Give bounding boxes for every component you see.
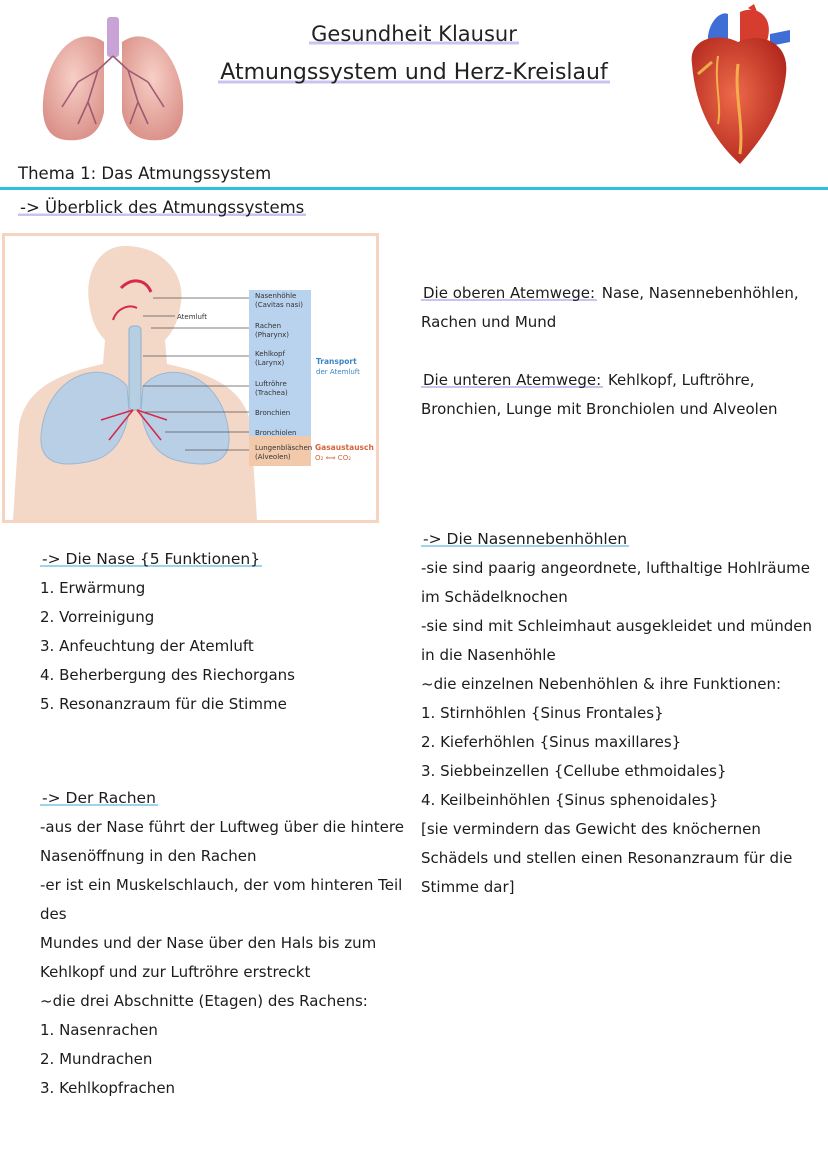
text-line: Kehlkopf und zur Luftröhre erstreckt xyxy=(40,963,311,981)
figure-sublabel: (Trachea) xyxy=(255,389,288,397)
divider-line xyxy=(0,187,828,190)
list-item: 2. Mundrachen xyxy=(40,1050,153,1068)
air-label: Atemluft xyxy=(177,313,208,321)
gas-exchange-label: Gasaustausch xyxy=(315,443,374,452)
text-line: -aus der Nase führt der Luftweg über die hintere xyxy=(40,818,404,836)
figure-sublabel: (Alveolen) xyxy=(255,453,291,461)
upper-airways-cont: Rachen und Mund xyxy=(421,313,557,331)
text-line: -sie sind paarig angeordnete, lufthaltige Hohlräume xyxy=(421,559,810,577)
text-line: [sie vermindern das Gewicht des knöchernen xyxy=(421,820,761,838)
text-line: in die Nasenhöhle xyxy=(421,646,556,664)
respiratory-diagram-svg xyxy=(5,236,376,520)
figure-label: Bronchiolen xyxy=(255,429,297,437)
list-item: 4. Beherbergung des Riechorgans xyxy=(40,666,295,684)
list-item: 1. Erwärmung xyxy=(40,579,146,597)
text-line: Stimme dar] xyxy=(421,878,515,896)
figure-label: Bronchien xyxy=(255,409,291,417)
text-line: im Schädelknochen xyxy=(421,588,568,606)
gas-exchange-sublabel: O₂ ⟺ CO₂ xyxy=(315,454,352,462)
nose-heading: -> Die Nase {5 Funktionen} xyxy=(42,550,261,568)
sinuses-heading: -> Die Nasennebenhöhlen xyxy=(423,530,628,548)
page-title: Gesundheit Klausur xyxy=(311,22,517,46)
list-item: 5. Resonanzraum für die Stimme xyxy=(40,695,287,713)
text-line: Schädels und stellen einen Resonanzraum für die xyxy=(421,849,793,867)
figure-label: Lungenbläschen xyxy=(255,444,313,452)
figure-label: Luftröhre xyxy=(255,380,287,388)
lower-airways: Die unteren Atemwege: Kehlkopf, Luftröhre, xyxy=(423,371,755,389)
list-item: 3. Anfeuchtung der Atemluft xyxy=(40,637,254,655)
text-line: 3. Siebbeinzellen {Cellube ethmoidales} xyxy=(421,762,727,780)
spacer xyxy=(421,337,821,366)
figure-label: Kehlkopf xyxy=(255,350,285,358)
text-line: ~die drei Abschnitte (Etagen) des Rachens: xyxy=(40,992,368,1010)
pharynx-heading: -> Der Rachen xyxy=(42,789,156,807)
text-line: 4. Keilbeinhöhlen {Sinus sphenoidales} xyxy=(421,791,719,809)
figure-label: Rachen xyxy=(255,322,282,330)
text-line: -er ist ein Muskelschlauch, der vom hinteren Teil des xyxy=(40,876,403,923)
transport-sublabel: der Atemluft xyxy=(316,368,360,376)
upper-airways: Die oberen Atemwege: Nase, Nasennebenhöhlen, xyxy=(423,284,799,302)
list-item: 2. Vorreinigung xyxy=(40,608,155,626)
sinuses-section xyxy=(421,525,821,902)
text-line: Nasenöffnung in den Rachen xyxy=(40,847,257,865)
transport-label: Transport xyxy=(316,357,357,366)
nose-section xyxy=(40,545,400,719)
text-line: 2. Kieferhöhlen {Sinus maxillares} xyxy=(421,733,682,751)
pharynx-section xyxy=(40,784,412,1103)
text-line: Mundes und der Nase über den Hals bis zum xyxy=(40,934,377,952)
figure-sublabel: (Cavitas nasi) xyxy=(255,301,303,309)
airways-section xyxy=(421,279,821,424)
topic-heading: Thema 1: Das Atmungssystem xyxy=(18,164,272,183)
list-item: 3. Kehlkopfrachen xyxy=(40,1079,176,1097)
text-line: -sie sind mit Schleimhaut ausgekleidet und münden xyxy=(421,617,813,635)
lower-airways-cont: Bronchien, Lunge mit Bronchiolen und Alveolen xyxy=(421,400,778,418)
figure-label: Nasenhöhle xyxy=(255,292,297,300)
list-item: 1. Nasenrachen xyxy=(40,1021,158,1039)
text-line: ~die einzelnen Nebenhöhlen & ihre Funktionen: xyxy=(421,675,782,693)
text-line: 1. Stirnhöhlen {Sinus Frontales} xyxy=(421,704,664,722)
overview-heading: -> Überblick des Atmungssystems xyxy=(20,198,305,217)
page-subtitle: Atmungssystem und Herz-Kreislauf xyxy=(220,60,608,85)
figure-sublabel: (Larynx) xyxy=(255,359,285,367)
respiratory-diagram xyxy=(2,233,379,523)
figure-sublabel: (Pharynx) xyxy=(255,331,290,339)
